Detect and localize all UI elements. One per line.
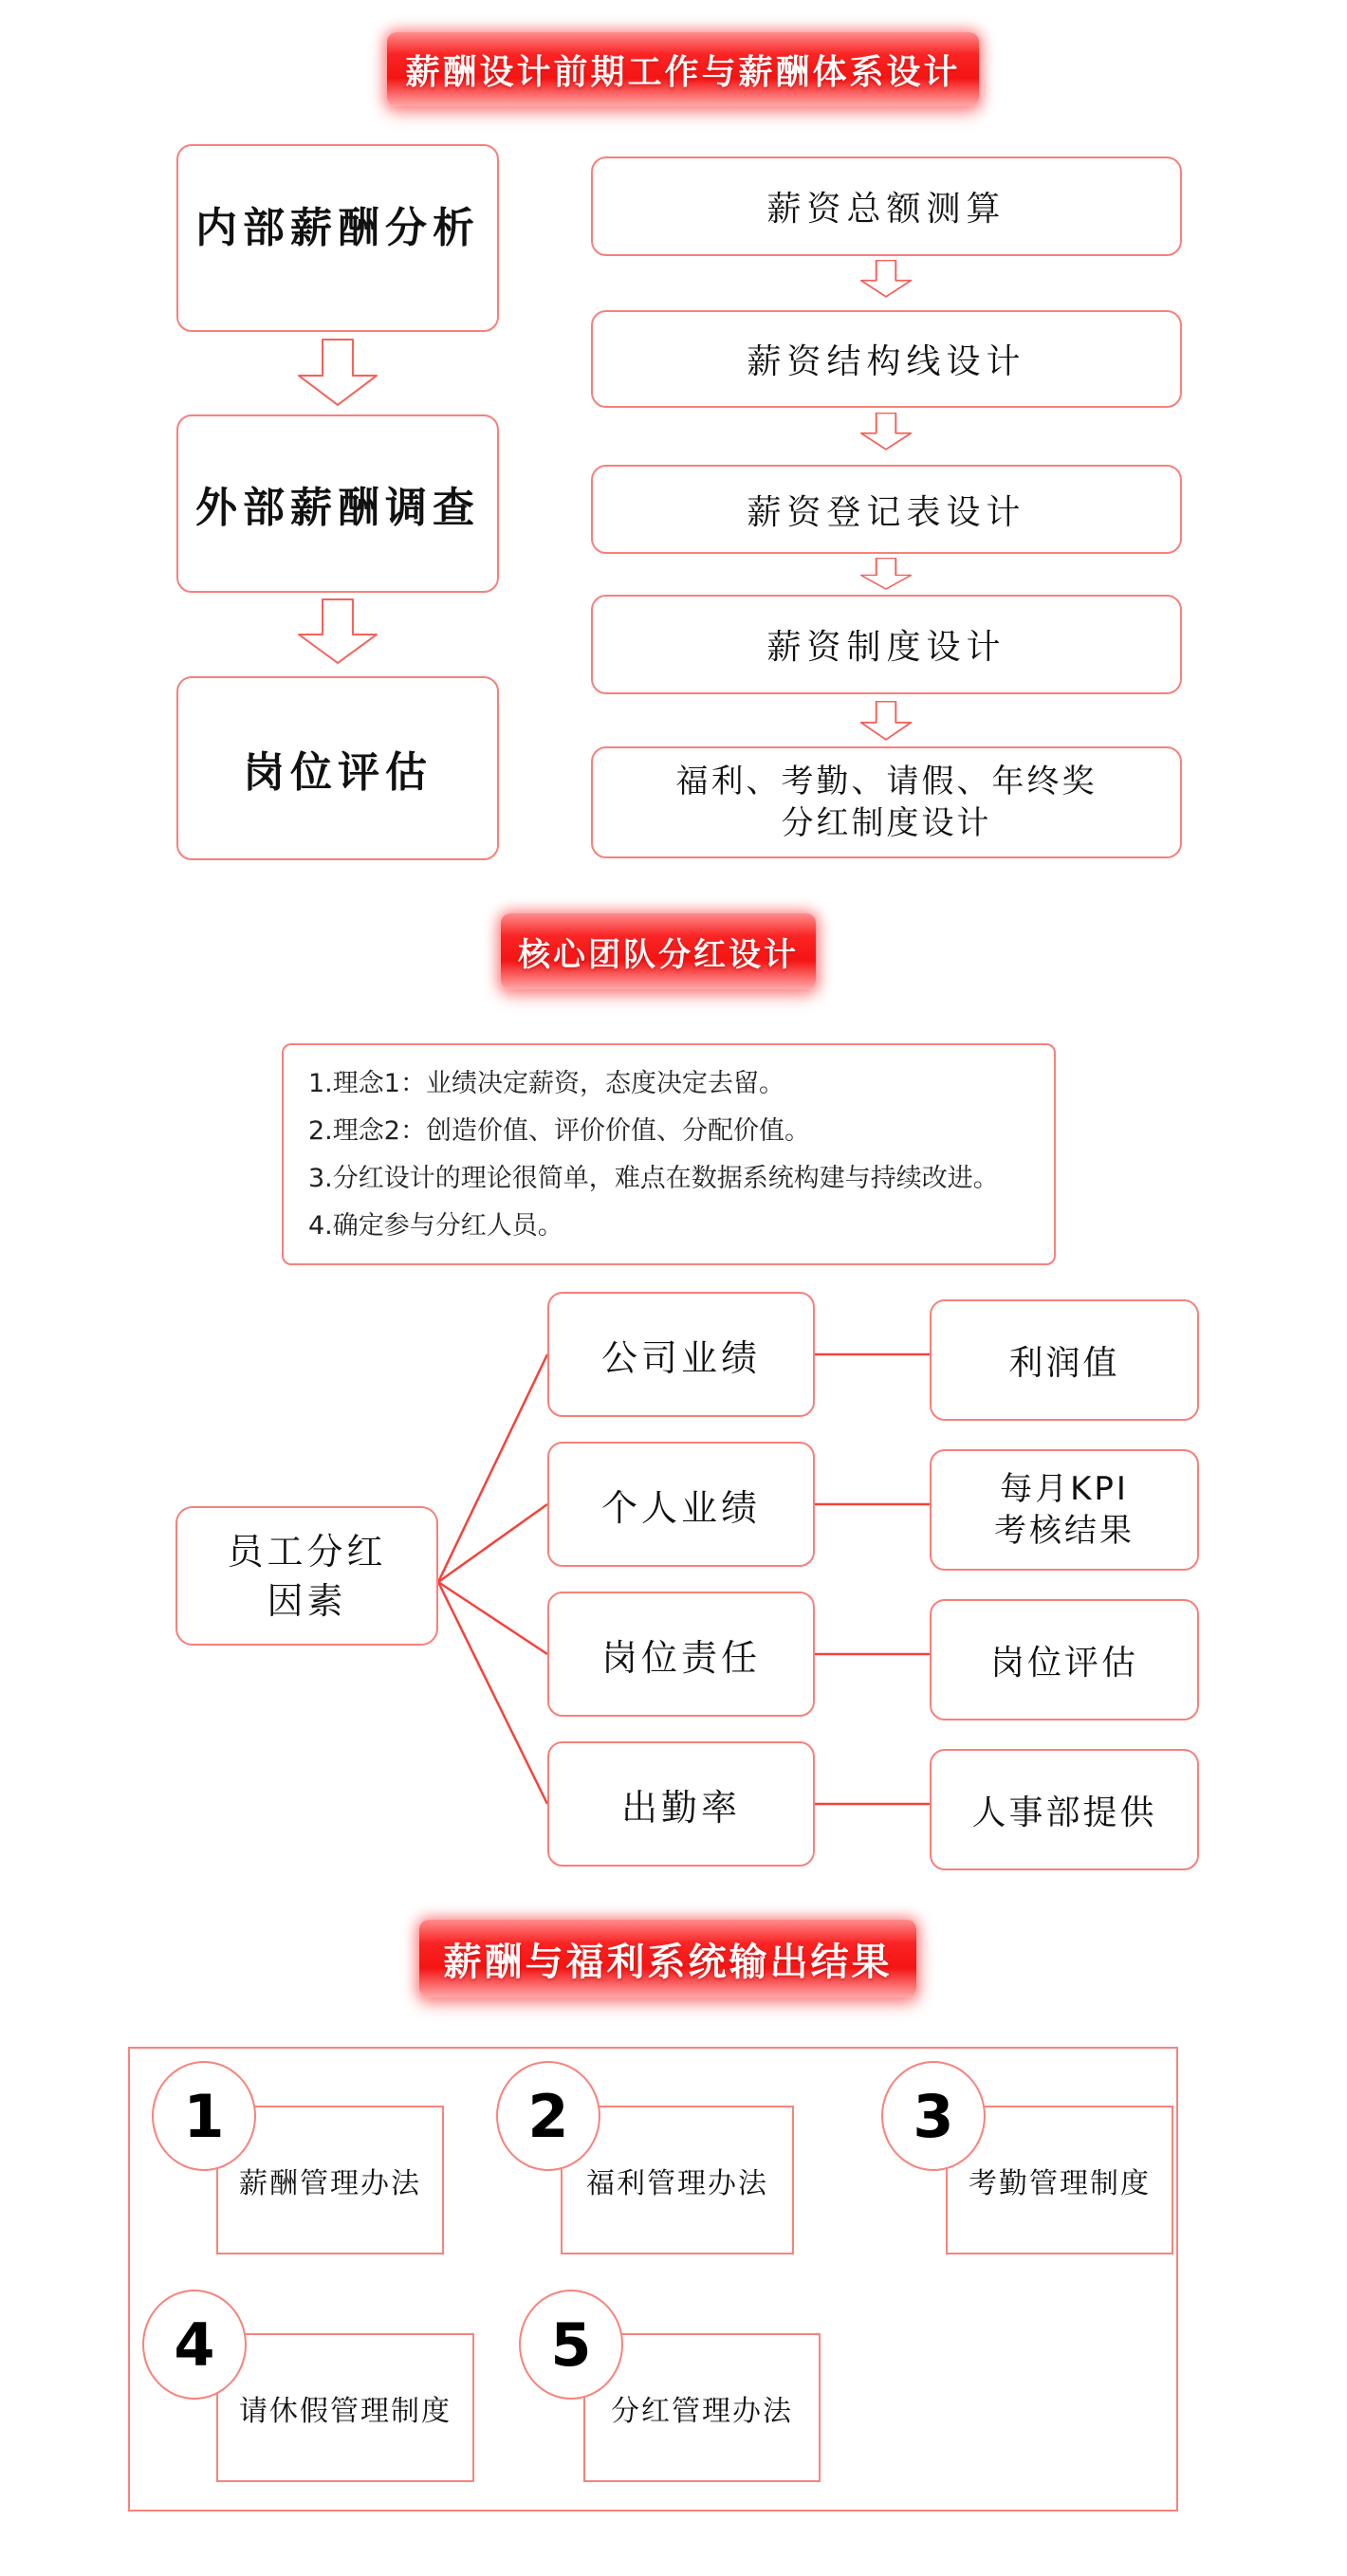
- note-line: 2.理念2：创造价值、评价价值、分配价值。: [308, 1116, 810, 1146]
- measure-box-job-evaluation: 岗位评估: [930, 1599, 1199, 1720]
- flow-box-line: 福利、考勤、请假、年终奖: [675, 763, 1098, 800]
- measure-box-line: 考核结果: [994, 1512, 1135, 1550]
- down-arrow-icon: [860, 558, 912, 590]
- section-banner-core-team-dividend-design: 核心团队分红设计: [501, 913, 816, 989]
- factor-box-job-responsibility: 岗位责任: [547, 1592, 815, 1717]
- factor-root-box-employee-dividend-factors: [175, 1506, 438, 1646]
- output-box-salary-management-measures: 薪酬管理办法: [216, 2106, 444, 2254]
- factor-box-attendance-rate: 出勤率: [547, 1741, 815, 1867]
- flow-box-salary-policy-design: 薪资制度设计: [591, 595, 1182, 694]
- down-arrow-icon: [298, 339, 378, 407]
- flow-box-total-salary-calculation: 薪资总额测算: [591, 156, 1182, 256]
- section-banner-salary-system-design: 薪酬设计前期工作与薪酬体系设计: [387, 32, 979, 106]
- flow-box-welfare-attendance-bonus-design: [591, 746, 1182, 858]
- factor-root-line: 因素: [267, 1579, 347, 1622]
- down-arrow-icon: [860, 413, 912, 451]
- note-line: 3.分红设计的理论很简单，难点在数据系统构建与持续改进。: [308, 1164, 999, 1193]
- measure-box-line: 每月KPI: [1000, 1470, 1129, 1508]
- down-arrow-icon: [860, 260, 912, 298]
- down-arrow-icon: [860, 701, 912, 741]
- output-number-badge: 1: [152, 2061, 256, 2171]
- output-box-leave-management-system: 请休假管理制度: [216, 2333, 474, 2482]
- note-line: 4.确定参与分红人员。: [308, 1211, 563, 1241]
- output-number-badge: 5: [519, 2290, 623, 2400]
- note-line: 1.理念1：业绩决定薪资，态度决定去留。: [308, 1069, 784, 1098]
- measure-box-monthly-kpi-result: [930, 1449, 1199, 1571]
- flow-box-line: 分红制度设计: [781, 804, 992, 842]
- flow-box-salary-register-form-design: 薪资登记表设计: [591, 465, 1182, 554]
- factor-root-line: 员工分红: [227, 1530, 387, 1573]
- measure-box-profit-value: 利润值: [930, 1299, 1199, 1421]
- factor-box-company-performance: 公司业绩: [547, 1292, 815, 1417]
- section-banner-salary-welfare-system-outputs: 薪酬与福利系统输出结果: [419, 1920, 916, 1997]
- output-number-badge: 4: [142, 2290, 247, 2400]
- down-arrow-icon: [298, 598, 378, 665]
- output-number-badge: 3: [881, 2061, 986, 2171]
- output-box-dividend-management-measures: 分红管理办法: [583, 2333, 821, 2482]
- output-box-attendance-management-system: 考勤管理制度: [946, 2106, 1173, 2254]
- flow-box-salary-structure-line-design: 薪资结构线设计: [591, 310, 1182, 408]
- measure-box-hr-department-provided: 人事部提供: [930, 1749, 1199, 1870]
- factor-box-personal-performance: 个人业绩: [547, 1442, 815, 1567]
- flow-box-external-salary-survey: 外部薪酬调查: [176, 414, 499, 593]
- flow-box-internal-salary-analysis: 内部薪酬分析: [176, 144, 499, 332]
- flow-box-job-evaluation: 岗位评估: [176, 676, 499, 860]
- output-box-welfare-management-measures: 福利管理办法: [561, 2106, 794, 2254]
- output-number-badge: 2: [496, 2061, 600, 2171]
- dividend-design-notes: [282, 1043, 1056, 1265]
